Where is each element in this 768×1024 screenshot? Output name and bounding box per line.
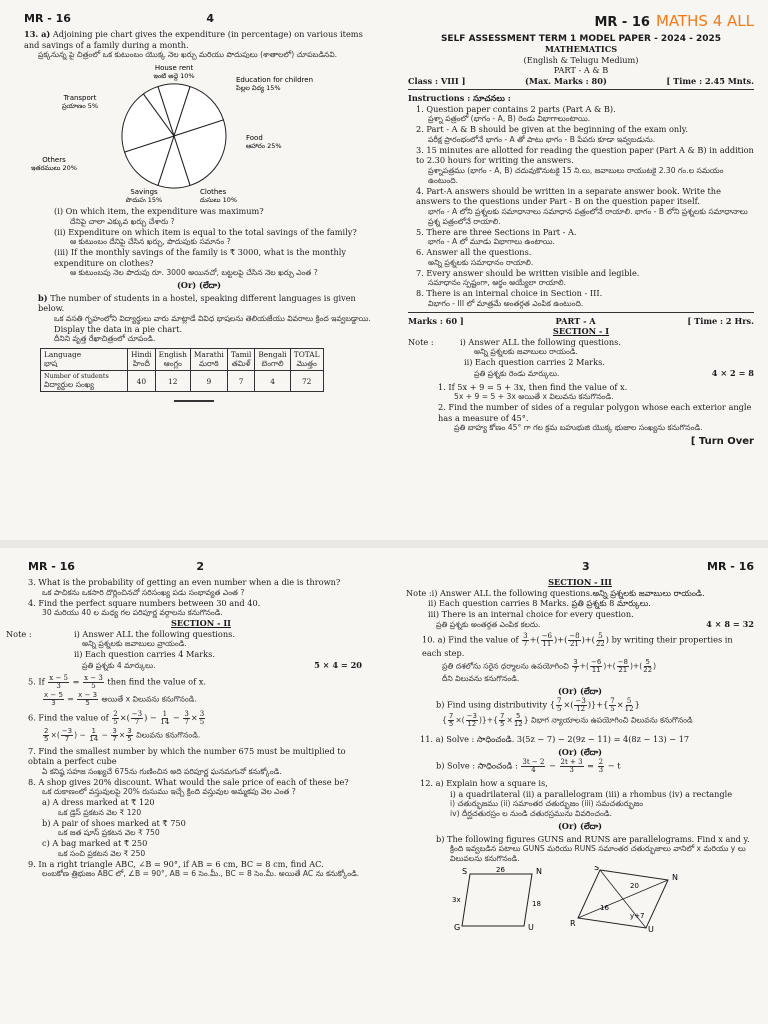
q6-te: $\frac{2}{5}$ ×( $\frac{-3}{7}$ ) − $\frac{1}{14}$ − $\frac{3}{7}$ × $\frac{3}{5}$ విలువను కనుగొనండి.	[44, 726, 201, 743]
segment-label: 16	[600, 904, 609, 912]
instruction-2: 2. Part - A & B should be given at the beginning of the exam only.	[416, 124, 688, 134]
page-header	[406, 560, 754, 573]
note-2-en: ii) Each question carries 2 Marks.	[464, 357, 605, 367]
end-mark	[174, 400, 214, 402]
pie-label-te: పొదుపు 15%	[125, 196, 163, 202]
q12a-items-te: i) చతుర్భుజము (ii) సమాంతర చతుర్భుజం (iii) సమచతుర్భుజం	[450, 799, 644, 808]
side-label: 18	[532, 900, 541, 908]
or-label: (Or) (లేదా)	[557, 746, 603, 757]
table-head-cell: Language భాష	[41, 349, 128, 371]
page-1	[388, 0, 768, 540]
page-header	[28, 560, 374, 573]
q12b-te: క్రింది ఇవ్వబడిన పటాలు GUNS మరియు RUNS సమాంతర చతుర్భుజాలు వానిలో x మరియు y లు విలువలను కనుగొనండి.	[450, 844, 746, 863]
instruction-6-te: అన్ని ప్రశ్నలకు సమాధానం రాయాలి.	[428, 257, 534, 267]
table-cell: 12	[155, 371, 190, 392]
page-number: 4	[206, 12, 214, 25]
table-cell: 72	[290, 371, 323, 392]
note-row-1: Note : i) Answer ALL the following questions.	[408, 336, 621, 347]
section-2-title: SECTION - II	[171, 618, 231, 628]
side-label: 3x	[452, 896, 461, 904]
q8-item-a: a) A dress marked at ₹ 120	[42, 797, 155, 807]
page-number: 3	[582, 560, 590, 573]
q3-en: 3. What is the probability of getting an even number when a die is thrown?	[28, 577, 341, 587]
q8-item-c-te: ఒక సంచి ప్రకటన వెల ₹ 250	[58, 848, 146, 858]
q8-en: 8. A shop gives 20% discount. What would the sale price of each of these be?	[28, 776, 349, 787]
q13b-text: b) The number of students in a hostel, speaking different languages is given below.	[38, 292, 356, 313]
q10a: 10. a) Find the value of $\frac{3}{7}$ +( $\frac{-6}{11}$ )+( $\frac{-8}{21}$ )+( $\frac{5}{22}$ ) by writing their properties in each step.	[422, 632, 733, 658]
instruction-7-te: సమాధానం స్పష్టంగా, అర్థం అయ్యేలా రాయాలి.	[428, 278, 566, 287]
q10b: b) Find using distributivity { $\frac{7}{5}$ ×( $\frac{-3}{12}$ )}+{ $\frac{7}{5}$ × $\frac{5}{12}$ }	[436, 697, 640, 713]
pie-label-te: పిల్లల విద్య 15%	[236, 84, 281, 92]
table-head-marathi: Marathi మరాఠి	[190, 349, 227, 371]
pie-label: House rent	[154, 64, 194, 72]
instruction-6: 6. Answer all the questions.	[416, 247, 532, 257]
paper-code: MR - 16	[28, 560, 75, 573]
instructions-list	[408, 104, 754, 309]
fraction: $\frac{x - 3}{5}$	[84, 673, 103, 690]
vertex-u: U	[528, 923, 534, 932]
instruction-8: 8. There is an internal choice in Section - III.	[416, 288, 603, 298]
q8-item-b: b) A pair of shoes marked at ₹ 750	[42, 817, 186, 828]
vertex-s: S	[594, 866, 600, 872]
page-header	[24, 12, 374, 25]
q13b-instruction-te: దీనిని వృత్త రేఖాచిత్రంలో చూపండి.	[54, 334, 156, 343]
q5: 5. If $\frac{x - 5}{3}$ = $\frac{x - 3}{5}$ then find the value of x.	[28, 673, 206, 690]
brand-watermark: MATHS 4 ALL	[655, 12, 754, 30]
q9-te: లంబకోణ త్రిభుజం ABC లో, ∠B = 90°, AB = 6 సెం.మీ., BC = 8 సెం.మీ. అయితే AC ను కనుక్కోండి.	[42, 869, 360, 878]
or-label: (Or) (లేదా)	[557, 685, 603, 696]
q12a-items: i) a quadrilateral (ii) a parallelogram (iii) a rhombus (iv) a rectangle	[450, 788, 733, 799]
marks-calc: 5 × 4 = 20	[314, 659, 362, 670]
section-1-title: SECTION - I	[552, 326, 610, 336]
note-3: iii) There is an internal choice for every question.	[428, 608, 634, 619]
pie-chart	[24, 64, 324, 202]
or-label: (Or) (లేదా)	[176, 280, 222, 290]
q5-te: $\frac{x - 5}{3}$ = $\frac{x - 3}{5}$ అయితే x విలువను కనుగొనండి.	[44, 690, 197, 707]
vertex-s: S	[462, 867, 468, 876]
segment-label: 20	[630, 882, 639, 890]
marks-calc: 4 × 8 = 32	[706, 619, 754, 629]
class-row: Class : VIII ] (Max. Marks : 80) [ Time : 2.45 Mnts.	[408, 75, 754, 86]
page-3	[388, 548, 768, 1024]
pie-label: Transport	[63, 94, 97, 102]
fraction: $\frac{x - 5}{3}$	[49, 673, 69, 690]
segment-label: y+7	[630, 912, 645, 920]
table-row-label: Number of students విద్యార్థుల సంఖ్య	[41, 371, 128, 392]
paper-title: SELF ASSESSMENT TERM 1 MODEL PAPER - 2024 - 2025	[440, 34, 722, 44]
instruction-3-te: ప్రశ్నాపత్రము (భాగం - A, B) చదువుకొనుటకై 15 ని.లు, జవాబులు రాయుటకై 2.30 గం.ల సమయం ఉంటుంది.	[428, 165, 724, 185]
q1-te: 5x + 9 = 5 + 3x అయితే x విలువను కనుగొనండి.	[454, 392, 614, 401]
q13a-subquestions	[24, 206, 374, 278]
instructions-heading: Instructions : సూచనలు :	[408, 93, 511, 103]
vertex-u: U	[648, 925, 654, 932]
medium-label: (English & Telugu Medium)	[523, 54, 639, 65]
instruction-3: 3. 15 minutes are allotted for reading the question paper (Part A & B) in addition to 2.30 hours for writing the answers.	[416, 144, 754, 165]
table-head-bengali: Bengali బెంగాలి	[255, 349, 290, 371]
q10a-te: ప్రతి దశలోను సరైన ధర్మాలను ఉపయోగించి $\frac{3}{7}$ +( $\frac{-6}{11}$ )+( $\frac{-8}{21}$ )+( $\frac{5}{22}$ )	[442, 657, 657, 674]
q12a-items-te-2: iv) దీర్ఘచతురస్రం ల నుండి చతురస్రమును వివరించండి.	[450, 809, 612, 818]
instruction-7: 7. Every answer should be written visible and legible.	[416, 267, 640, 278]
instruction-8-te: విభాగం - III లో మాత్రమే అంతర్గత ఎంపిక ఉంటుంది.	[428, 298, 584, 308]
pie-label-te: ప్రయాణం 5%	[61, 102, 99, 110]
q4-en: 4. Find the perfect square numbers between 30 and 40.	[28, 597, 261, 608]
subq-1-te: దేనిపై చాలా ఎక్కువ ఖర్చు చేశారు ?	[70, 216, 175, 226]
note-1-te: అన్ని ప్రశ్నలకు జవాబులు రాయండి.	[474, 347, 578, 356]
table-head-hindi: Hindi హిందీ	[128, 349, 156, 371]
table-head-tamil: Tamil తమిళ్	[227, 349, 255, 371]
q2-te: ప్రతి బాహ్య కోణం 45° గా గల క్రమ బహుభుజి యొక్క భుజాల సంఖ్యను కనుగొనండి.	[454, 423, 703, 432]
pie-chart-figure	[24, 64, 374, 206]
instruction-4-te: భాగం - A లోని ప్రశ్నలకు సమాధానాలు సమాధాన పత్రంలోనే రాయాలి. భాగం - B లోని ప్రశ్నలకు సమాధానాలు ప్రశ్న పత్రంలోనే రాయాలి.	[428, 206, 748, 226]
vertex-n: N	[536, 867, 542, 876]
instruction-4: 4. Part-A answers should be written in a separate answer book. Write the answers to the questions under Part - B on the question paper itself.	[416, 185, 721, 206]
table-row	[41, 371, 324, 392]
instruction-2-te: పరీక్ష ప్రారంభంలోనే భాగం - A తో పాటు భాగం - B పేపరు కూడా ఇవ్వబడును.	[428, 134, 656, 144]
parallelogram-figures	[450, 866, 700, 932]
instruction-5: 5. There are three Sections in Part - A.	[416, 226, 577, 237]
note-3-row: ప్రతి ప్రశ్నకు అంతర్గత ఎంపిక కలదు. 4 × 8 = 32	[436, 619, 754, 629]
q7-en: 7. Find the smallest number by which the number 675 must be multiplied to obtain a perfect cube	[28, 745, 346, 766]
table-head-english: English ఆంగ్లం	[155, 349, 190, 371]
pie-label: Food	[246, 134, 263, 142]
q8-item-c: c) A bag marked at ₹ 250	[42, 838, 148, 848]
pie-label: Education for children	[236, 76, 314, 84]
turn-over: [ Turn Over	[690, 436, 754, 447]
note-1-te: అన్ని ప్రశ్నలకు జవాబులు వ్రాయండి.	[82, 639, 187, 648]
subq-2-en: (ii) Expenditure on which item is equal to the total savings of the family?	[54, 226, 357, 237]
note-row-1: Note : i) Answer ALL the following questions.	[6, 628, 235, 639]
subject-title: MATHEMATICS	[544, 44, 618, 54]
paper-code: MR - 16	[24, 12, 71, 25]
note-2-row: ప్రతి ప్రశ్నకు రెండు మార్కులు. 4 × 2 = 8	[474, 367, 754, 378]
q11a: 11. a) Solve : సాధించండి. 3(5z − 7) − 2(9z − 11) = 4(8z − 13) − 17	[420, 734, 690, 744]
q13a-telugu: ప్రక్కనున్న పై చిత్రంలో ఒక కుటుంబం యొక్క నెల ఖర్చు మరియు పొదుపులు (శాతాలలో) చూపబడినవి.	[38, 50, 338, 59]
divider	[408, 89, 754, 90]
q7-te: ఏ కనిష్ఠ సహజ సంఖ్యచే 675ను గుణించిన అది పరిపూర్ణ ఘనమగునో కనుక్కోండి.	[42, 766, 282, 776]
q10a-te-2: దీని విలువను కనుగొనండి.	[442, 673, 520, 683]
note-1: Note :i) Answer ALL the following questions.అన్ని ప్రశ్నలకు జవాబులు రాయండి.	[406, 587, 705, 598]
q10b-te: { $\frac{7}{5}$ ×( $\frac{-3}{12}$ )}+{ $\frac{7}{5}$ × $\frac{5}{12}$ } విభాగ న్యాయాలను ఉపయోగించి విలువను కనుగొనండి	[442, 712, 693, 728]
q12a-en: 12. a) Explain how a square is,	[420, 778, 548, 788]
section-3-title: SECTION - III	[548, 577, 612, 587]
table-cell: 9	[190, 371, 227, 392]
q11b: b) Solve : సాధించండి : $\frac{3t - 2}{4}$ − $\frac{2t + 3}{3}$ = $\frac{2}{3}$ − t	[436, 758, 621, 774]
table-header-row	[41, 349, 324, 371]
note-2-en: ii) Each question carries 4 Marks.	[74, 649, 215, 659]
side-label: 26	[496, 866, 505, 874]
divider	[408, 312, 754, 313]
instruction-1: 1. Question paper contains 2 parts (Part A & B).	[416, 103, 616, 114]
language-table	[40, 348, 324, 392]
subq-2-te: ఆ కుటుంబం దేనిపై చేసిన ఖర్చు, పొదుపుకు సమానం ?	[70, 237, 231, 246]
q2-en: 2. Find the number of sides of a regular polygon whose each exterior angle has a measure of 45°.	[438, 402, 752, 423]
q8-te: ఒక దుకాణంలో వస్తువులపై 20% రుసుము ఇచ్చే క్రింది వస్తువుల అమ్మకపు వెల ఎంత ?	[42, 787, 296, 796]
pie-label-te: ఆహారం 25%	[246, 142, 282, 150]
part-label: PART - A & B	[553, 65, 609, 75]
guns-figure	[452, 866, 542, 932]
q9-en: 9. In a right triangle ABC, ∠B = 90°, if AB = 6 cm, BC = 8 cm, find AC.	[28, 858, 324, 869]
vertex-g: G	[454, 923, 461, 932]
note-2-row: ప్రతి ప్రశ్నకు 4 మార్కులు. 5 × 4 = 20	[82, 659, 362, 670]
table-cell: 7	[227, 371, 255, 392]
page-number: 2	[196, 560, 204, 573]
pie-label: Others	[42, 156, 66, 164]
q13b-instruction: Display the data in a pie chart.	[54, 323, 183, 334]
q13b-telugu: ఒక వసతి గృహంలోని విద్యార్థులు వారు మాట్లాడే వివిధ భాషలను తెలియజేయు వివరాలు క్రింద ఇవ్వబడ్డాయి.	[54, 313, 371, 323]
paper-code: MR - 16	[594, 15, 650, 30]
table-cell: 40	[128, 371, 156, 392]
part-a-row: Marks : 60 ] PART - A [ Time : 2 Hrs.	[408, 315, 754, 326]
q3-te: ఒక పాచికను ఒకసారి దొర్లించినచో సరిసంఖ్య పడు సంభావ్యత ఎంత ?	[42, 587, 245, 597]
vertex-r: R	[570, 919, 576, 928]
pie-label-te: దుస్తులు 10%	[200, 196, 238, 202]
pie-label: Savings	[130, 188, 158, 196]
or-label: (Or) (లేదా)	[557, 821, 603, 831]
subq-3-te: ఆ కుటుంబపు నెల పొదుపు రూ. 3000 అయినచో, బట్టలపై చేసిన నెల ఖర్చు ఎంత ?	[70, 268, 318, 277]
instruction-1-te: ప్రశ్నా పత్రంలో (భాగం - A, B) రెండు విభాగాలుంటాయి.	[428, 114, 591, 123]
table-head-total: TOTAL మొత్తం	[290, 349, 323, 371]
vertex-n: N	[672, 873, 678, 882]
pie-label: Clothes	[200, 188, 227, 196]
q12b-en: b) The following figures GUNS and RUNS are parallelograms. Find x and y.	[436, 833, 750, 844]
table-cell: 4	[255, 371, 290, 392]
instruction-5-te: భాగం - A లో మూడు విభాగాలు ఉంటాయి.	[428, 237, 555, 246]
subq-1-en: (i) On which item, the expenditure was maximum?	[54, 206, 264, 216]
q8-item-a-te: ఒక డ్రెస్ ప్రకటన వెల ₹ 120	[58, 807, 142, 817]
pie-label-te: ఇతరములు 20%	[31, 164, 77, 172]
page-header	[408, 12, 754, 30]
q4-te: 30 మరియు 40 ల మధ్య గల పరిపూర్ణ వర్గాలను కనుగొనండి.	[42, 608, 223, 617]
q1-en: 1. If 5x + 9 = 5 + 3x, then find the value of x.	[438, 381, 628, 392]
subq-3-en: (iii) If the monthly savings of the family is ₹ 3000, what is the monthly expenditure on clothes?	[54, 247, 346, 268]
q6: 6. Find the value of $\frac{2}{5}$ ×( $\frac{-3}{7}$ ) − $\frac{1}{14}$ − $\frac{3}{7}$ × $\frac{3}{5}$	[28, 709, 205, 726]
runs-figure	[570, 866, 678, 932]
paper-code: MR - 16	[707, 560, 754, 573]
note-2: ii) Each question carries 8 Marks. ప్రతి ప్రశ్నకు 8 మార్కులు.	[428, 598, 651, 608]
marks-calc: 4 × 2 = 8	[711, 367, 754, 378]
page-2	[0, 548, 388, 1024]
pie-label-te: ఇంటి అద్దె 10%	[153, 72, 195, 80]
page-4	[0, 0, 388, 540]
q8-item-b-te: ఒక జత షూస్ ప్రకటన వెల ₹ 750	[58, 828, 160, 837]
q13a-text: 13. a) Adjoining pie chart gives the expenditure (in percentage) on various items and savings of a family during a month.	[24, 29, 363, 50]
